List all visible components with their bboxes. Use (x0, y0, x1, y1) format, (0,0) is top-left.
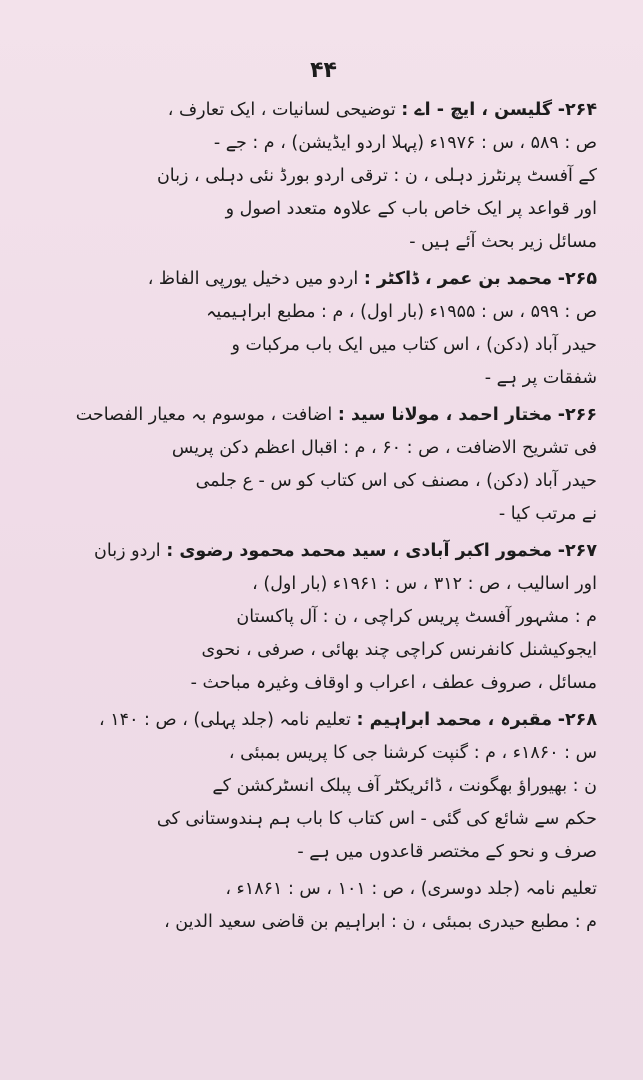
entry-text: اضافت ، موسوم بہ معیار الفصاحت (75, 405, 333, 425)
entry-author: مختار احمد ، مولانا سید : (337, 405, 553, 425)
entry-first-line (50, 263, 597, 296)
entry-text-line: ص : ۵۸۹ ، س : ۱۹۷۶ء (پہلا اردو ایڈیشن) ، م : جے - (213, 133, 597, 153)
entry-text-line: ص : ۵۹۹ ، س : ۱۹۵۵ء (بار اول) ، م : مطبع ابراہیمیہ (206, 302, 597, 322)
entry-text-line: حیدر آباد (دکن) ، مصنف کی اس کتاب کو س - ع جلمی (195, 471, 597, 491)
entry-author: گلیسن ، ایچ - اے : (401, 100, 553, 120)
bibliography-entry (50, 399, 597, 531)
entry-text-line: شفقات پر ہے - (484, 368, 597, 388)
entry-text: اردو زبان (94, 541, 161, 561)
entry-text-line: حکم سے شائع کی گئی - اس کتاب کا باب ہم ہندوستانی کی (156, 809, 597, 829)
entry-first-line (50, 704, 597, 737)
page-number: ۴۴ (310, 58, 337, 83)
entry-number: ۲۶۶- (557, 405, 597, 425)
entry-text-line: اور قواعد پر ایک خاص باب کے علاوہ متعدد اصول و (225, 199, 597, 219)
entry-author: مخمور اکبر آبادی ، سید محمد محمود رضوی : (166, 541, 553, 561)
entry-text-line: نے مرتب کیا - (498, 504, 597, 524)
entry-author: مقبرہ ، محمد ابراہیم : (356, 710, 553, 730)
entry-text-line: اور اسالیب ، ص : ۳۱۲ ، س : ۱۹۶۱ء (بار اول) ، (252, 574, 597, 594)
entry-number: ۲۶۵- (557, 269, 597, 289)
entry-text-line: مسائل ، صروف عطف ، اعراب و اوقاف وغیرہ مباحث - (190, 673, 597, 693)
entry-text: تعلیم نامہ (جلد پہلی) ، ص : ۱۴۰ ، (99, 710, 351, 730)
entry-text-line: س : ۱۸۶۰ء ، م : گنپت کرشنا جی کا پریس بمبئی ، (228, 743, 597, 763)
entry-number: ۲۶۷- (557, 541, 597, 561)
continued-line: تعلیم نامہ (جلد دوسری) ، ص : ۱۰۱ ، س : ۱۸۶۱ء ، (225, 879, 597, 899)
entry-text: توضیحی لسانیات ، ایک تعارف ، (167, 100, 396, 120)
entry-author: محمد بن عمر ، ڈاکٹر : (363, 269, 553, 289)
continued-line: م : مطبع حیدری بمبئی ، ن : ابراہیم بن قاضی سعید الدین ، (164, 912, 597, 932)
bibliography-entry (50, 704, 597, 869)
bibliography-entry (50, 263, 597, 395)
bibliography-entry (50, 535, 597, 700)
bibliography-entry (50, 94, 597, 259)
entry-number: ۲۶۴- (557, 100, 597, 120)
entry-text-line: صرف و نحو کے مختصر قاعدوں میں ہے - (297, 842, 597, 862)
entry-first-line (50, 94, 597, 127)
entry-text-line: ایجوکیشنل کانفرنس کراچی چند بھائی ، صرفی ، نحوی (201, 640, 597, 660)
entry-text: اردو میں دخیل یورپی الفاظ ، (147, 269, 359, 289)
entry-text-line: ن : بھیوراؤ بھگونت ، ڈائریکٹر آف پبلک انسٹرکشن کے (212, 776, 597, 796)
continued-entry (50, 873, 597, 939)
entry-text-line: فی تشریح الاضافت ، ص : ۶۰ ، م : اقبال اعظم دکن پریس (171, 438, 597, 458)
entry-number: ۲۶۸- (557, 710, 597, 730)
entry-text-line: حیدر آباد (دکن) ، اس کتاب میں ایک باب مرکبات و (231, 335, 597, 355)
entry-text-line: مسائل زیر بحث آئے ہیں - (409, 232, 597, 252)
entry-text-line: کے آفسٹ پرنٹرز دہلی ، ن : ترقی اردو بورڈ نئی دہلی ، زبان (156, 166, 597, 186)
entry-text-line: م : مشہور آفسٹ پریس کراچی ، ن : آل پاکستان (236, 607, 597, 627)
entry-first-line (50, 399, 597, 432)
entry-first-line (50, 535, 597, 568)
